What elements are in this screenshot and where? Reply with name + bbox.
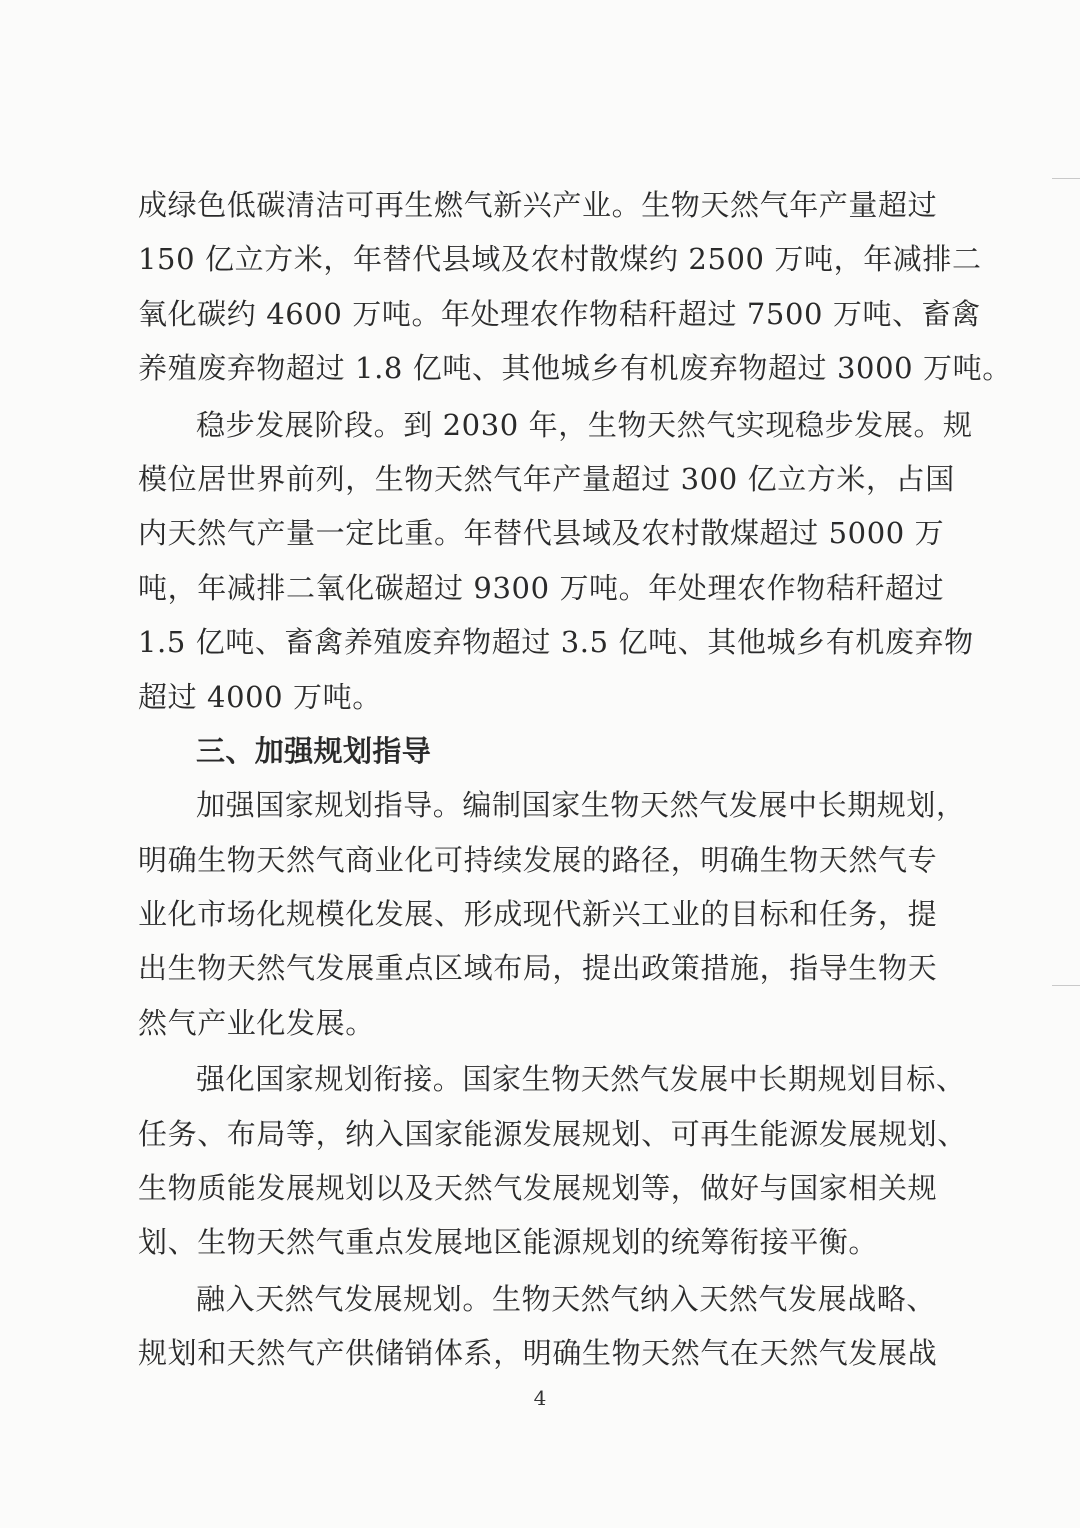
body-line: 然气产业化发展。 bbox=[138, 1005, 375, 1040]
scan-margin-mark bbox=[1052, 985, 1080, 986]
paragraph-start-line: 稳步发展阶段。到 2030 年，生物天然气实现稳步发展。规 bbox=[196, 407, 973, 442]
body-line: 规划和天然气产供储销体系，明确生物天然气在天然气发展战 bbox=[138, 1336, 938, 1371]
body-line: 业化市场化规模化发展、形成现代新兴工业的目标和任务，提 bbox=[138, 897, 938, 932]
paragraph-start-line: 融入天然气发展规划。生物天然气纳入天然气发展战略、 bbox=[196, 1281, 937, 1316]
body-line: 出生物天然气发展重点区域布局，提出政策措施，指导生物天 bbox=[138, 951, 938, 986]
body-line: 超过 4000 万吨。 bbox=[138, 679, 382, 714]
body-line: 任务、布局等，纳入国家能源发展规划、可再生能源发展规划、 bbox=[138, 1116, 967, 1151]
body-line: 生物质能发展规划以及天然气发展规划等，做好与国家相关规 bbox=[138, 1171, 938, 1206]
body-line: 氧化碳约 4600 万吨。年处理农作物秸秆超过 7500 万吨、畜禽 bbox=[138, 296, 981, 331]
body-line: 内天然气产量一定比重。年替代县域及农村散煤超过 5000 万 bbox=[138, 516, 945, 551]
page-number: 4 bbox=[533, 1386, 547, 1410]
body-line: 吨，年减排二氧化碳超过 9300 万吨。年处理农作物秸秆超过 bbox=[138, 570, 945, 605]
body-line: 明确生物天然气商业化可持续发展的路径，明确生物天然气专 bbox=[138, 842, 938, 877]
body-line: 1.5 亿吨、畜禽养殖废弃物超过 3.5 亿吨、其他城乡有机废弃物 bbox=[138, 625, 974, 660]
body-line: 150 亿立方米，年替代县域及农村散煤约 2500 万吨，年减排二 bbox=[138, 242, 982, 277]
body-line: 模位居世界前列，生物天然气年产量超过 300 亿立方米，占国 bbox=[138, 461, 955, 496]
body-line: 划、生物天然气重点发展地区能源规划的统筹衔接平衡。 bbox=[138, 1225, 879, 1260]
scan-margin-mark bbox=[1052, 178, 1080, 179]
body-line: 成绿色低碳清洁可再生燃气新兴产业。生物天然气年产量超过 bbox=[138, 188, 938, 222]
paragraph-start-line: 强化国家规划衔接。国家生物天然气发展中长期规划目标、 bbox=[196, 1062, 966, 1097]
document-body bbox=[138, 178, 1012, 1381]
body-line: 养殖废弃物超过 1.8 亿吨、其他城乡有机废弃物超过 3000 万吨。 bbox=[138, 351, 1012, 386]
section-heading: 三、加强规划指导 bbox=[196, 733, 432, 768]
paragraph-start-line: 加强国家规划指导。编制国家生物天然气发展中长期规划， bbox=[196, 788, 966, 823]
